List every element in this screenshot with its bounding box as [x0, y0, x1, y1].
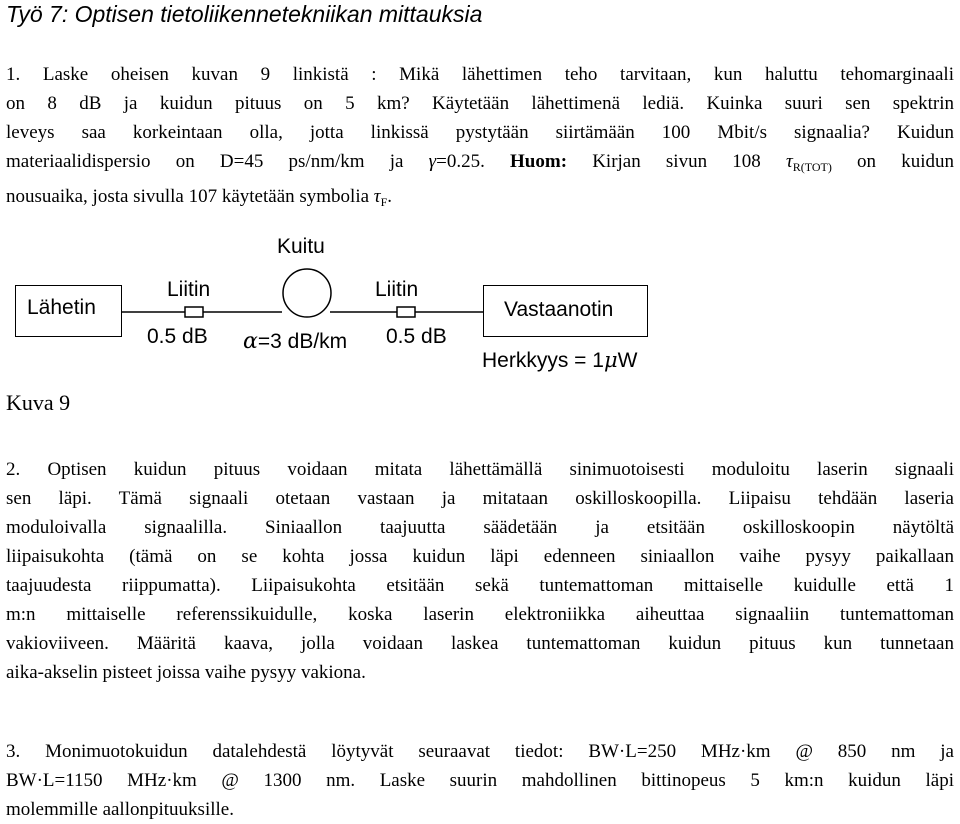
- question-1: [6, 60, 954, 217]
- connector-left-loss: 0.5 dB: [147, 325, 208, 348]
- connector-left-label: Liitin: [167, 278, 211, 301]
- connector-right-loss: 0.5 dB: [386, 325, 447, 348]
- connector-right-shape: [397, 307, 415, 317]
- gamma-symbol: γ: [428, 151, 437, 172]
- receiver-label: Vastaanotin: [504, 298, 614, 321]
- q1-line-2: on 8 dB ja kuidun pituus on 5 km? Käytetään lähettimenä lediä. Kuinka suuri sen spektrin: [6, 93, 954, 114]
- q2-line-3: moduloivalla signaalilla. Siniaallon taajuutta säädetään ja etsitään oskilloskoopin näytöltä: [6, 517, 954, 538]
- fiber-coil-icon: [283, 269, 331, 317]
- connector-right-label: Liitin: [375, 278, 419, 301]
- connector-left-shape: [185, 307, 203, 317]
- q2-line-2: sen läpi. Tämä signaali otetaan vastaan ja mitataan oskilloskoopilla. Liipaisu tehdään laseria: [6, 488, 954, 509]
- document-title: Työ 7: Optisen tietoliikennetekniikan mittauksia: [6, 1, 483, 27]
- q2-line-5: taajuudesta riippumatta). Liipaisukohta etsitään sekä tuntemattoman mittaiselle kuidulle että 1: [6, 575, 954, 596]
- attenuation-label: α=3 dB/km: [243, 329, 348, 354]
- question-3: [6, 737, 954, 824]
- question-2: [6, 455, 954, 687]
- q3-line-3: molemmille aallonpituuksille.: [6, 799, 234, 820]
- q2-line-4: liipaisukohta (tämä on se kohta jossa kuidun läpi edenneen siniaallon vaihe pysyy paikallaan: [6, 546, 954, 567]
- q2-line-6: m:n mittaiselle referenssikuidulle, koska laserin elektroniikka aiheuttaa signaaliin tuntemattoman: [6, 604, 954, 625]
- q1-line-1: 1. Laske oheisen kuvan 9 linkistä : Mikä lähettimen teho tarvitaan, kun haluttu tehomarginaali: [6, 64, 954, 85]
- q2-line-1: 2. Optisen kuidun pituus voidaan mitata lähettämällä sinimuotoisesti moduloitu laserin signaali: [6, 459, 954, 480]
- tau-subscript-rtot: R(TOT): [792, 160, 832, 174]
- link-diagram: [0, 225, 960, 440]
- figure-caption: Kuva 9: [6, 390, 71, 415]
- link-diagram-lines: [0, 225, 960, 440]
- q3-line-2: BW·L=1150 MHz·km @ 1300 nm. Laske suurin mahdollinen bittinopeus 5 km:n kuidun läpi: [6, 770, 954, 791]
- q1-line-4: materiaalidispersio on D=45 ps/nm/km ja γ=0.25. Huom: Kirjan sivun 108 $\tau_{R(TOT)}$ on kuidun: [6, 151, 955, 174]
- alpha-symbol: α: [243, 329, 258, 354]
- q2-line-7: vakioviiveen. Määritä kaava, jolla voidaan laskea tuntemattoman kuidun pituus kun tunnetaan: [6, 633, 954, 654]
- tau-symbol: τ: [373, 186, 381, 207]
- huom-label: Huom:: [510, 151, 568, 172]
- tau-subscript-f: F: [380, 195, 388, 209]
- sensitivity-label: Herkkyys = 1μW: [482, 348, 638, 372]
- q1-line-5: nousuaika, josta sivulla 107 käytetään symbolia $\tau_F$.: [6, 186, 393, 209]
- q2-line-8: aika-akselin pisteet joissa vaihe pysyy vakiona.: [6, 662, 366, 683]
- fiber-label: Kuitu: [277, 235, 325, 258]
- q1-line-3: leveys saa korkeintaan olla, jotta linkissä pystytään siirtämään 100 Mbit/s signaalia? Kuidun: [6, 122, 954, 143]
- transmitter-label: Lähetin: [27, 296, 96, 319]
- q3-line-1: 3. Monimuotokuidun datalehdestä löytyvät seuraavat tiedot: BW·L=250 MHz·km @ 850 nm ja: [6, 741, 954, 762]
- mu-symbol: μ: [603, 348, 618, 372]
- tau-symbol: τ: [785, 151, 793, 172]
